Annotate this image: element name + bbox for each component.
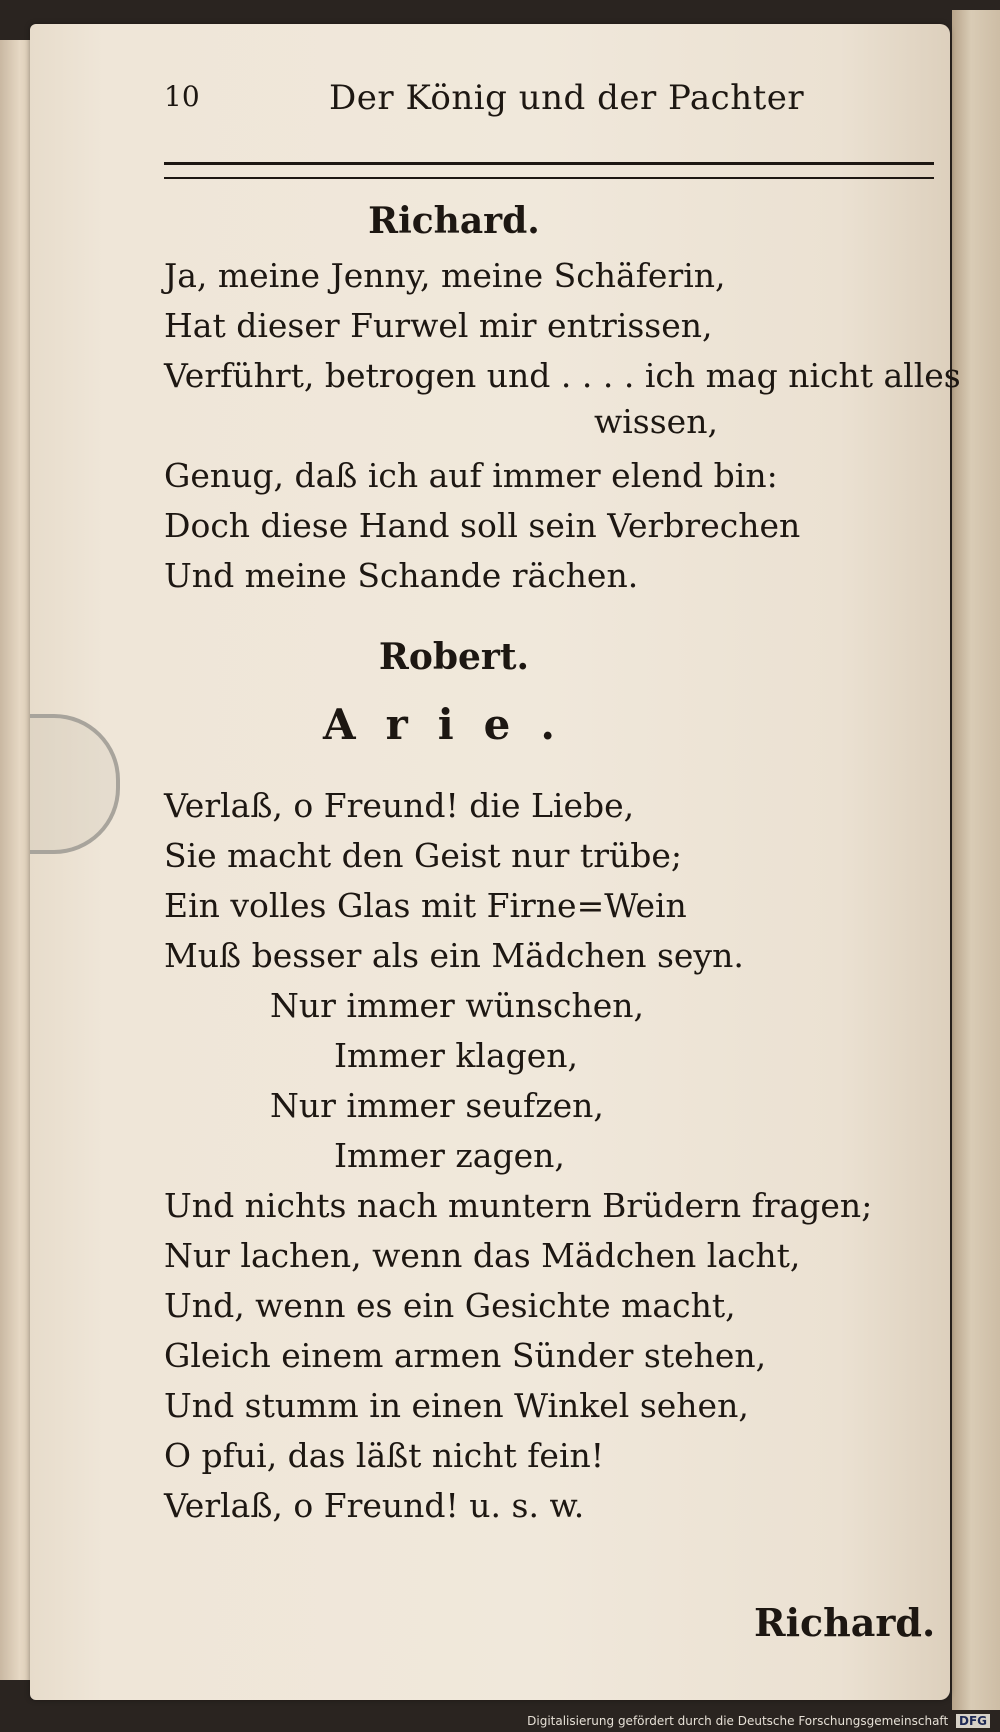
verse-line: Immer klagen, (334, 1036, 579, 1075)
verse-line: wissen, (594, 402, 718, 441)
page-content (164, 60, 961, 1645)
verse-line: Verführt, betrogen und . . . . ich mag nicht alles (164, 356, 961, 395)
catchword: Richard. (754, 1600, 936, 1645)
facing-page-edge (952, 10, 1000, 1710)
verse-line: Und nichts nach muntern Brüdern fragen; (164, 1186, 873, 1225)
verse-line: Doch diese Hand soll sein Verbrechen (164, 506, 801, 545)
verse-line: Und meine Schande rächen. (164, 556, 639, 595)
verse-line: Hat dieser Furwel mir entrissen, (164, 306, 713, 345)
verse-line: Nur immer wünschen, (270, 986, 645, 1025)
verse-line: Muß besser als ein Mädchen seyn. (164, 936, 744, 975)
verse-line: Sie macht den Geist nur trübe; (164, 836, 682, 875)
dfg-logo: DFG (956, 1714, 990, 1728)
aria-title: Arie. (322, 700, 585, 749)
verse-line: O pfui, das läßt nicht fein! (164, 1436, 605, 1475)
verse-line: Nur lachen, wenn das Mädchen lacht, (164, 1236, 801, 1275)
header-rule (164, 162, 934, 179)
credit-text: Digitalisierung gefördert durch die Deutsche Forschungsgemeinschaft (527, 1714, 949, 1728)
verse-line: Und stumm in einen Winkel sehen, (164, 1386, 749, 1425)
verse-line: Und, wenn es ein Gesichte macht, (164, 1286, 736, 1325)
digitization-credit (527, 1714, 990, 1728)
verse-line: Ein volles Glas mit Firne=Wein (164, 886, 687, 925)
speaker-robert: Robert. (378, 636, 530, 678)
bookmark-clip (30, 714, 120, 854)
verse-line: Immer zagen, (334, 1136, 565, 1175)
verse-line: Verlaß, o Freund! u. s. w. (164, 1486, 585, 1525)
page-header (164, 60, 934, 120)
verse-line: Verlaß, o Freund! die Liebe, (164, 786, 635, 825)
verse-line: Nur immer seufzen, (270, 1086, 604, 1125)
verse-line: Gleich einem armen Sünder stehen, (164, 1336, 767, 1375)
speaker-richard: Richard. (368, 200, 540, 242)
verse-line: Genug, daß ich auf immer elend bin: (164, 456, 778, 495)
running-title: Der König und der Pachter (329, 78, 805, 118)
page-number: 10 (164, 80, 200, 113)
verse-line: Ja, meine Jenny, meine Schäferin, (164, 256, 726, 295)
